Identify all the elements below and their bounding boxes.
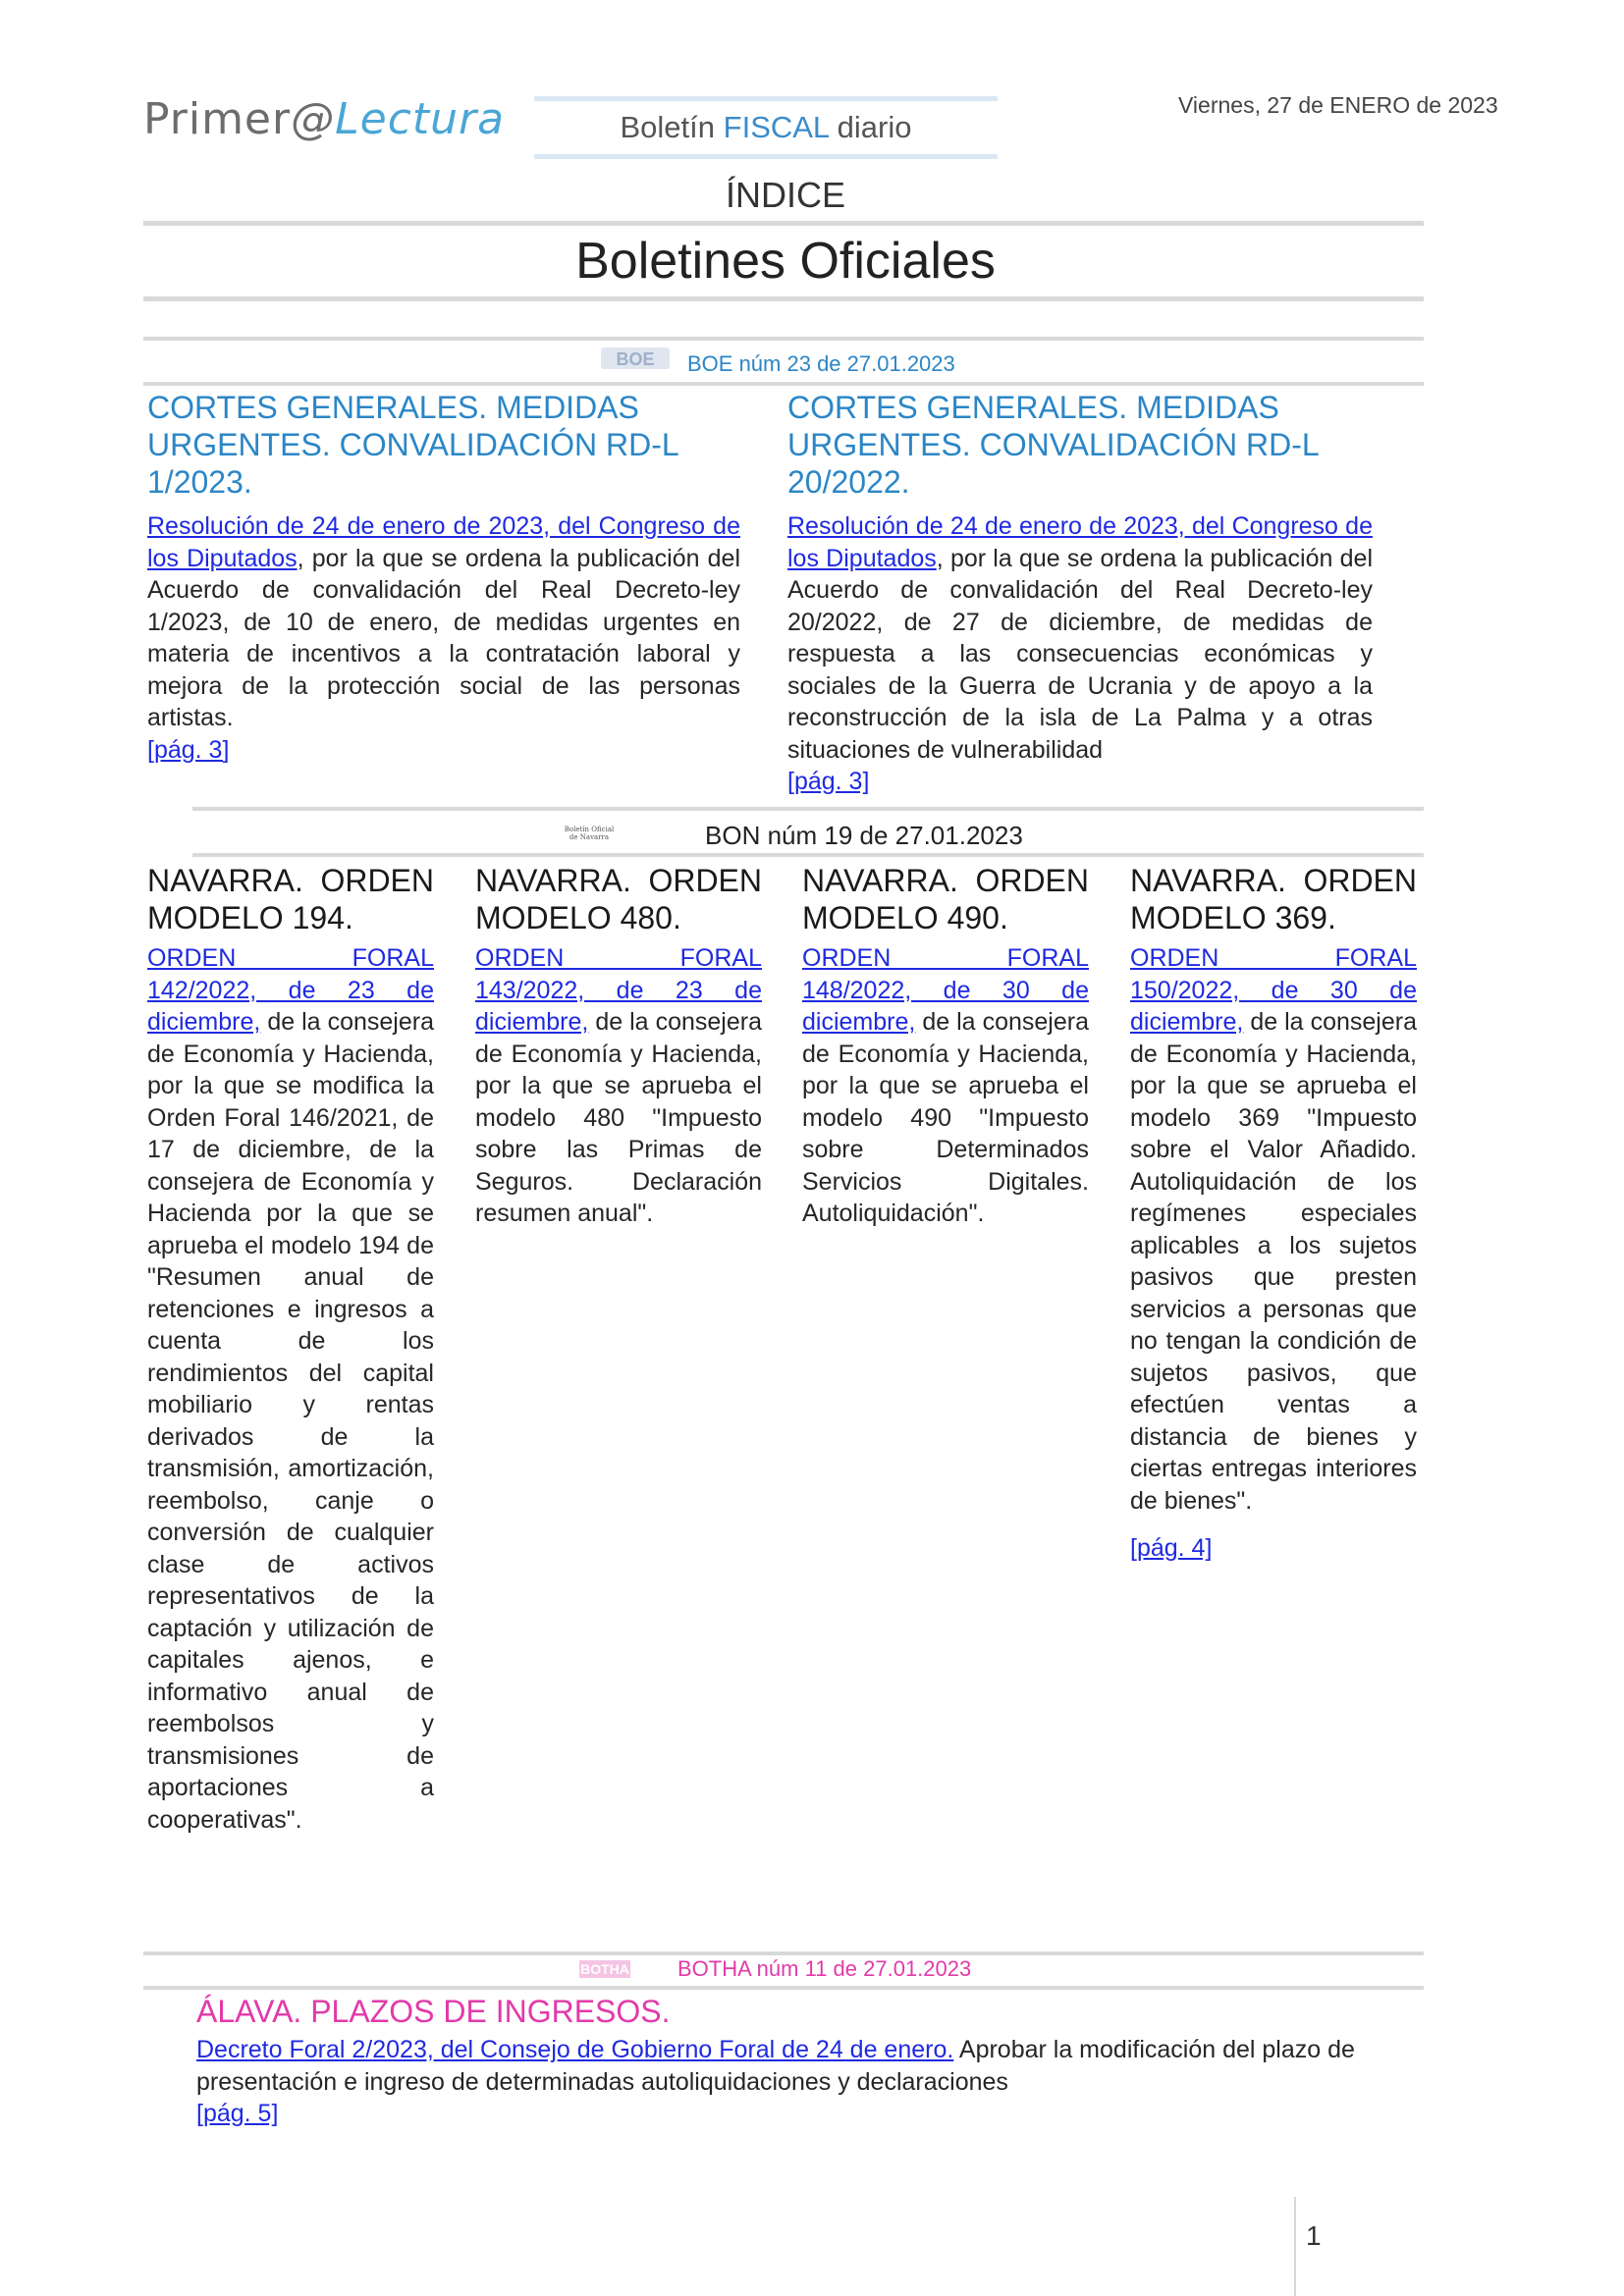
divider (143, 1986, 1424, 1990)
bon-item-1 (147, 862, 434, 1836)
bon-item-body (1130, 942, 1417, 1517)
bon-item-title: MODELO 480. (475, 900, 681, 935)
issue-date: Viernes, 27 de ENERO de 2023 (1178, 92, 1498, 118)
boe-item-link[interactable]: Resolución de 24 de enero de 2023, del Congreso de los Diputados (147, 512, 740, 572)
divider (143, 337, 1424, 341)
bon-item-link[interactable]: ORDEN FORAL 148/2022, de 30 de diciembre, (802, 944, 1089, 1036)
bon-item-text: de la consejera de Economía y Hacienda, por la que se aprueba el modelo 480 "Impuesto sobre las Primas de Seguros. Declaración resumen anual". (475, 1008, 762, 1227)
boe-logo-icon (601, 346, 670, 371)
bon-item-title: MODELO 490. (802, 900, 1008, 935)
bon-item-title: NAVARRA. ORDEN (1130, 863, 1417, 898)
svg-text:BOE: BOE (616, 349, 655, 369)
divider (143, 1951, 1424, 1955)
page-ref-link[interactable]: [pág. 5] (196, 2100, 279, 2127)
logo-text-lectura: Lectura (335, 94, 506, 144)
boe-item-body (787, 510, 1373, 766)
bon-item-2 (475, 862, 762, 1230)
logo-text-primer: Primer (143, 94, 292, 144)
boe-item-title: CORTES GENERALES. MEDIDAS URGENTES. CONVALIDACIÓN RD-L 1/2023. (147, 390, 678, 500)
footer-divider (1294, 2197, 1296, 2296)
page-ref-link[interactable]: [pág. 3] (147, 735, 230, 764)
logo (143, 94, 505, 144)
diario-word: diario (837, 110, 912, 144)
logo-at: @ (291, 94, 336, 144)
botha-item-title: ÁLAVA. PLAZOS DE INGRESOS. (196, 1994, 671, 2029)
boletin-word: Boletín (620, 110, 716, 144)
bon-item-title: MODELO 194. (147, 900, 353, 935)
bon-item-title: NAVARRA. ORDEN (802, 863, 1089, 898)
boe-item-text: , por la que se ordena la publicación del Acuerdo de convalidación del Real Decreto-ley 1/2023, de 10 de enero, de medidas urgentes en materia de incentivos a la contratación laboral y mejora de la protección social de las personas artistas. (147, 544, 740, 731)
divider (143, 382, 1424, 386)
botha-item-body (196, 2034, 1422, 2098)
bon-item-text: de la consejera de Economía y Hacienda, por la que se aprueba el modelo 369 "Impuesto sobre el Valor Añadido. Autoliquidación de los regímenes especiales aplicables a los sujetos pasivos que presten servicios a personas que no tengan la condición de sujetos pasivos, que efectúen ventas a distancia de bienes y ciertas entregas interiores de bienes". (1130, 1008, 1417, 1515)
page-number: 1 (1306, 2220, 1322, 2251)
bon-item-link[interactable]: ORDEN FORAL 143/2022, de 23 de diciembre, (475, 944, 762, 1036)
boe-heading: BOE núm 23 de 27.01.2023 (687, 351, 955, 376)
boe-item-title: CORTES GENERALES. MEDIDAS URGENTES. CONVALIDACIÓN RD-L 20/2022. (787, 390, 1319, 500)
bon-item-link[interactable]: ORDEN FORAL 150/2022, de 30 de diciembre, (1130, 944, 1417, 1036)
boletin-fiscal-label (534, 96, 998, 159)
fiscal-word: FISCAL (723, 110, 830, 144)
botha-logo: BOTHA (580, 1961, 629, 1977)
divider (192, 807, 1424, 811)
botha-item-link[interactable]: Decreto Foral 2/2023, del Consejo de Gobierno Foral de 24 de enero. (196, 2036, 954, 2063)
botha-item (196, 1993, 1422, 2130)
bon-item-3 (802, 862, 1089, 1230)
bon-item-body (475, 942, 762, 1230)
bon-item-4 (1130, 862, 1417, 1565)
page-ref-link[interactable]: [pág. 3] (787, 768, 870, 795)
bon-item-body (147, 942, 434, 1836)
page-ref-link[interactable]: [pág. 4] (1130, 1534, 1213, 1562)
boe-item-1 (147, 389, 740, 766)
indice-heading: ÍNDICE (725, 175, 845, 215)
bon-item-link[interactable]: ORDEN FORAL 142/2022, de 23 de diciembre, (147, 944, 434, 1036)
bon-item-title: NAVARRA. ORDEN (475, 863, 762, 898)
divider (143, 221, 1424, 226)
bon-item-title: MODELO 369. (1130, 900, 1336, 935)
botha-heading: BOTHA núm 11 de 27.01.2023 (677, 1956, 972, 1981)
boe-item-text: , por la que se ordena la publicación del Acuerdo de convalidación del Real Decreto-ley 20/2022, de 27 de diciembre, de medidas de respuesta a las consecuencias económicas y sociales de la Guerra de Ucrania y de apoyo a la reconstrucción de la isla de La Palma y a otras situaciones de vulnerabilidad (787, 544, 1373, 764)
bon-heading: BON núm 19 de 27.01.2023 (705, 821, 1023, 850)
bon-item-body (802, 942, 1089, 1230)
botha-item-text: Aprobar la modificación del plazo de presentación e ingreso de determinadas autoliquidaciones y declaraciones (196, 2036, 1355, 2096)
boe-item-2 (787, 389, 1373, 798)
bon-item-text: de la consejera de Economía y Hacienda, por la que se aprueba el modelo 490 "Impuesto sobre Determinados Servicios Digitales. Autoliquidación". (802, 1008, 1089, 1227)
boe-item-body (147, 510, 740, 734)
boe-item-link[interactable]: Resolución de 24 de enero de 2023, del Congreso de los Diputados (787, 512, 1373, 572)
divider (192, 853, 1424, 857)
bon-item-title: NAVARRA. ORDEN (147, 863, 434, 898)
bon-logo: Boletín Oficial de Navarra (564, 826, 615, 841)
page-title: Boletines Oficiales (575, 233, 996, 290)
divider (143, 296, 1424, 301)
bon-item-text: de la consejera de Economía y Hacienda, por la que se modifica la Orden Foral 146/2021, de 17 de diciembre, de la consejera de Economía y Hacienda por la que se aprueba el modelo 194 de "Resumen anual de retenciones e ingresos a cuenta de los rendimientos del capital mobiliario y rentas derivados de la transmisión, amortización, reembolso, canje o conversión de cualquier clase de activos representativos de la captación y utilización de capitales ajenos, e informativo anual de reembolsos y transmisiones de aportaciones a cooperativas". (147, 1008, 434, 1834)
